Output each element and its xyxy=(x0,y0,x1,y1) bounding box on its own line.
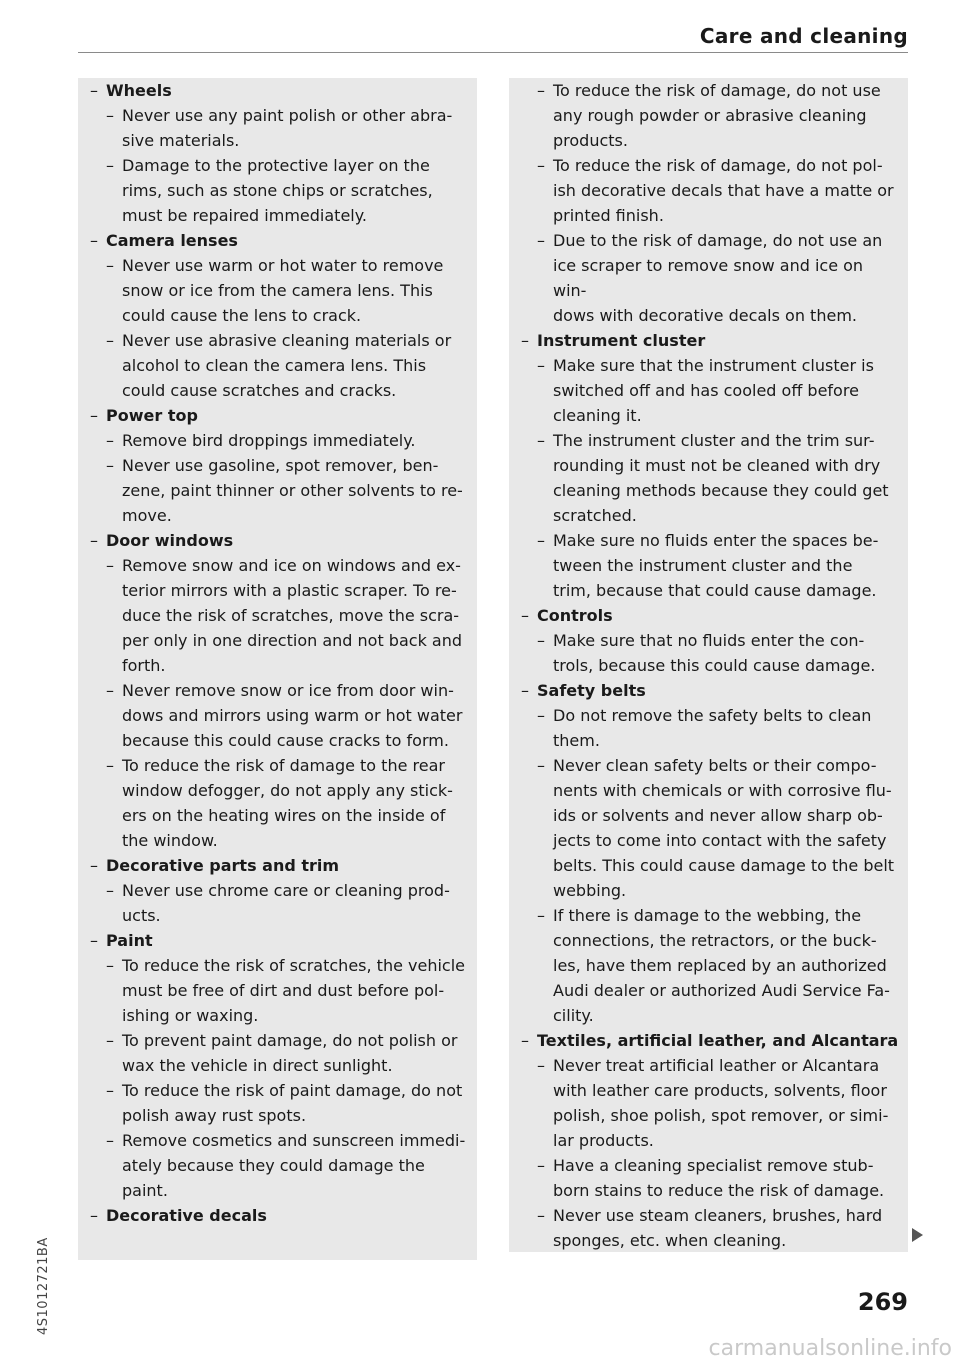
dash-bullet: – xyxy=(537,756,545,775)
text-line: switched off and has cooled off before xyxy=(553,381,859,400)
list-item xyxy=(106,1078,469,1128)
list-item xyxy=(106,153,469,228)
item-text xyxy=(553,528,900,603)
list-item xyxy=(106,253,469,328)
item-text xyxy=(553,1153,900,1203)
list-item xyxy=(537,1203,900,1253)
left-column xyxy=(78,78,477,1260)
dash-bullet: – xyxy=(106,1081,114,1100)
section-heading xyxy=(521,603,900,628)
dash-bullet: – xyxy=(106,956,114,975)
item-text xyxy=(122,428,469,453)
item-text xyxy=(122,153,469,228)
list-item xyxy=(106,878,469,928)
text-line: printed finish. xyxy=(553,206,664,225)
dash-bullet: – xyxy=(106,106,114,125)
dash-bullet: – xyxy=(537,81,545,100)
section-heading xyxy=(90,528,469,553)
list-item xyxy=(537,1053,900,1153)
dash-bullet: – xyxy=(537,356,545,375)
text-line: ice scraper to remove snow and ice on win- xyxy=(553,256,864,300)
item-list xyxy=(537,1053,900,1253)
dash-bullet: – xyxy=(537,531,545,550)
list-item xyxy=(537,153,900,228)
page-number: 269 xyxy=(857,1288,908,1316)
text-line: cleaning it. xyxy=(553,406,642,425)
text-line: wax the vehicle in direct sunlight. xyxy=(122,1056,393,1075)
list-item xyxy=(537,228,900,328)
text-line: must be repaired immediately. xyxy=(122,206,367,225)
dash-bullet: – xyxy=(106,256,114,275)
text-line: Make sure no fluids enter the spaces be- xyxy=(553,531,879,550)
text-line: rounding it must not be cleaned with dry xyxy=(553,456,881,475)
section-heading xyxy=(521,678,900,703)
dash-bullet: – xyxy=(537,1156,545,1175)
list-item xyxy=(537,428,900,528)
dash-bullet: – xyxy=(90,231,98,250)
dash-bullet: – xyxy=(521,1031,529,1050)
text-line: with leather care products, solvents, floor xyxy=(553,1081,887,1100)
section-heading-text: Camera lenses xyxy=(106,231,238,250)
section xyxy=(90,78,469,228)
text-line: jects to come into contact with the safety xyxy=(553,831,887,850)
text-line: To reduce the risk of scratches, the vehicle xyxy=(122,956,465,975)
text-line: If there is damage to the webbing, the xyxy=(553,906,862,925)
dash-bullet: – xyxy=(106,1031,114,1050)
text-line: Have a cleaning specialist remove stub- xyxy=(553,1156,874,1175)
text-line: Never use steam cleaners, brushes, hard xyxy=(553,1206,883,1225)
dash-bullet: – xyxy=(537,156,545,175)
section-heading-text: Power top xyxy=(106,406,198,425)
list-item xyxy=(537,903,900,1028)
list-item xyxy=(106,453,469,528)
section xyxy=(521,603,900,678)
list-item xyxy=(537,1153,900,1203)
text-line: To prevent paint damage, do not polish or xyxy=(122,1031,458,1050)
text-line: ucts. xyxy=(122,906,161,925)
text-line: nents with chemicals or with corrosive flu- xyxy=(553,781,892,800)
section-heading xyxy=(90,1203,469,1228)
dash-bullet: – xyxy=(537,706,545,725)
text-line: could cause the lens to crack. xyxy=(122,306,362,325)
item-text xyxy=(122,1078,469,1128)
text-line: trols, because this could cause damage. xyxy=(553,656,876,675)
dash-bullet: – xyxy=(537,231,545,250)
text-line: Audi dealer or authorized Audi Service Fa- xyxy=(553,981,890,1000)
text-line: Never use gasoline, spot remover, ben- xyxy=(122,456,439,475)
text-line: Never clean safety belts or their compo- xyxy=(553,756,877,775)
item-text xyxy=(553,703,900,753)
text-line: born stains to reduce the risk of damage. xyxy=(553,1181,885,1200)
text-line: because this could cause cracks to form. xyxy=(122,731,449,750)
text-line: Do not remove the safety belts to clean xyxy=(553,706,872,725)
text-line: them. xyxy=(553,731,600,750)
section xyxy=(521,1028,900,1253)
section xyxy=(521,678,900,1028)
text-line: Make sure that no fluids enter the con- xyxy=(553,631,865,650)
list-item xyxy=(106,1028,469,1078)
list-item xyxy=(537,78,900,153)
section-heading xyxy=(90,853,469,878)
text-line: Remove snow and ice on windows and ex- xyxy=(122,556,461,575)
text-line: per only in one direction and not back and xyxy=(122,631,463,650)
continue-arrow-icon xyxy=(912,1228,923,1242)
text-line: scratched. xyxy=(553,506,637,525)
header-divider xyxy=(78,52,908,53)
text-line: tween the instrument cluster and the xyxy=(553,556,853,575)
item-list xyxy=(106,553,469,853)
text-line: Make sure that the instrument cluster is xyxy=(553,356,874,375)
section xyxy=(90,1203,469,1228)
text-line: belts. This could cause damage to the belt xyxy=(553,856,895,875)
text-line: rims, such as stone chips or scratches, xyxy=(122,181,433,200)
list-item xyxy=(537,528,900,603)
item-text xyxy=(122,253,469,328)
text-line: webbing. xyxy=(553,881,627,900)
text-line: Never remove snow or ice from door win- xyxy=(122,681,454,700)
text-line: could cause scratches and cracks. xyxy=(122,381,397,400)
text-line: polish away rust spots. xyxy=(122,1106,307,1125)
text-line: lar products. xyxy=(553,1131,654,1150)
item-list xyxy=(537,628,900,678)
dash-bullet: – xyxy=(90,406,98,425)
text-line: Never use chrome care or cleaning prod- xyxy=(122,881,450,900)
list-item xyxy=(106,328,469,403)
dash-bullet: – xyxy=(537,1056,545,1075)
list-item xyxy=(537,703,900,753)
item-text xyxy=(122,953,469,1028)
list-item xyxy=(106,678,469,753)
item-list xyxy=(106,253,469,403)
section xyxy=(90,853,469,928)
item-text xyxy=(122,678,469,753)
section-heading-text: Safety belts xyxy=(537,681,646,700)
text-line: cleaning methods because they could get xyxy=(553,481,889,500)
text-line: Damage to the protective layer on the xyxy=(122,156,430,175)
item-list xyxy=(106,878,469,928)
dash-bullet: – xyxy=(537,431,545,450)
text-line: ids or solvents and never allow sharp ob- xyxy=(553,806,883,825)
text-line: products. xyxy=(553,131,628,150)
section-heading-text: Decorative decals xyxy=(106,1206,267,1225)
dash-bullet: – xyxy=(90,931,98,950)
text-line: window defogger, do not apply any stick- xyxy=(122,781,453,800)
item-list xyxy=(106,103,469,228)
section-heading-text: Instrument cluster xyxy=(537,331,706,350)
section xyxy=(521,328,900,603)
section-heading xyxy=(521,328,900,353)
text-line: move. xyxy=(122,506,172,525)
section xyxy=(90,928,469,1203)
list-item xyxy=(106,953,469,1028)
section-heading-text: Paint xyxy=(106,931,153,950)
section xyxy=(90,403,469,528)
text-line: terior mirrors with a plastic scraper. To re- xyxy=(122,581,457,600)
watermark: carmanualsonline.info xyxy=(708,1336,952,1361)
item-text xyxy=(553,1203,900,1253)
item-text xyxy=(122,103,469,153)
text-line: Due to the risk of damage, do not use an xyxy=(553,231,883,250)
text-line: connections, the retractors, or the buck- xyxy=(553,931,877,950)
item-list xyxy=(106,428,469,528)
text-line: To reduce the risk of damage to the rear xyxy=(122,756,445,775)
dash-bullet: – xyxy=(521,606,529,625)
list-item xyxy=(537,628,900,678)
text-line: Remove bird droppings immediately. xyxy=(122,431,416,450)
text-line: ish decorative decals that have a matte or xyxy=(553,181,894,200)
dash-bullet: – xyxy=(537,906,545,925)
section-heading-text: Controls xyxy=(537,606,613,625)
dash-bullet: – xyxy=(106,331,114,350)
text-line: must be free of dirt and dust before pol- xyxy=(122,981,445,1000)
list-item xyxy=(537,753,900,903)
text-line: Never treat artificial leather or Alcantara xyxy=(553,1056,880,1075)
text-line: Never use abrasive cleaning materials or xyxy=(122,331,452,350)
text-line: sive materials. xyxy=(122,131,240,150)
text-line: Never use warm or hot water to remove xyxy=(122,256,444,275)
item-list xyxy=(537,703,900,1028)
text-line: zene, paint thinner or other solvents to re- xyxy=(122,481,463,500)
dash-bullet: – xyxy=(106,756,114,775)
item-text xyxy=(553,903,900,1028)
item-text xyxy=(122,1128,469,1203)
item-text xyxy=(122,553,469,678)
text-line: To reduce the risk of damage, do not use xyxy=(553,81,881,100)
section-heading xyxy=(90,228,469,253)
page-header-title: Care and cleaning xyxy=(699,24,908,48)
item-text xyxy=(553,153,900,228)
text-line: snow or ice from the camera lens. This xyxy=(122,281,433,300)
text-line: ers on the heating wires on the inside of xyxy=(122,806,446,825)
dash-bullet: – xyxy=(106,556,114,575)
section xyxy=(90,228,469,403)
section-heading-text: Wheels xyxy=(106,81,172,100)
item-text xyxy=(122,878,469,928)
list-item xyxy=(106,753,469,853)
dash-bullet: – xyxy=(90,531,98,550)
section-heading xyxy=(90,928,469,953)
item-text xyxy=(553,628,900,678)
text-line: Remove cosmetics and sunscreen immedi- xyxy=(122,1131,466,1150)
text-line: trim, because that could cause damage. xyxy=(553,581,877,600)
dash-bullet: – xyxy=(106,681,114,700)
section xyxy=(521,78,900,328)
dash-bullet: – xyxy=(537,631,545,650)
text-line: The instrument cluster and the trim sur- xyxy=(553,431,875,450)
section-heading xyxy=(521,1028,900,1053)
section xyxy=(90,528,469,853)
text-line: les, have them replaced by an authorized xyxy=(553,956,887,975)
text-line: cility. xyxy=(553,1006,594,1025)
item-text xyxy=(122,1028,469,1078)
text-line: dows with decorative decals on them. xyxy=(553,306,857,325)
dash-bullet: – xyxy=(106,881,114,900)
text-line: To reduce the risk of paint damage, do not xyxy=(122,1081,463,1100)
dash-bullet: – xyxy=(106,156,114,175)
dash-bullet: – xyxy=(106,1131,114,1150)
list-item xyxy=(106,553,469,678)
item-text xyxy=(553,753,900,903)
document-code: 4S1012721BA xyxy=(36,1237,51,1335)
right-column xyxy=(509,78,908,1252)
dash-bullet: – xyxy=(90,1206,98,1225)
text-line: alcohol to clean the camera lens. This xyxy=(122,356,427,375)
item-text xyxy=(122,453,469,528)
text-line: the window. xyxy=(122,831,218,850)
dash-bullet: – xyxy=(521,331,529,350)
dash-bullet: – xyxy=(106,431,114,450)
text-line: polish, shoe polish, spot remover, or simi- xyxy=(553,1106,889,1125)
dash-bullet: – xyxy=(521,681,529,700)
dash-bullet: – xyxy=(537,1206,545,1225)
text-line: forth. xyxy=(122,656,166,675)
list-item xyxy=(106,103,469,153)
text-line: ishing or waxing. xyxy=(122,1006,259,1025)
item-text xyxy=(553,1053,900,1153)
item-text xyxy=(553,228,900,328)
section-heading xyxy=(90,403,469,428)
item-text xyxy=(553,428,900,528)
item-text xyxy=(122,753,469,853)
section-heading-text: Textiles, artificial leather, and Alcantara xyxy=(537,1031,899,1050)
section-heading-text: Decorative parts and trim xyxy=(106,856,340,875)
text-line: sponges, etc. when cleaning. xyxy=(553,1231,787,1250)
item-list xyxy=(537,353,900,603)
text-line: dows and mirrors using warm or hot water xyxy=(122,706,463,725)
list-item xyxy=(537,353,900,428)
list-item xyxy=(106,1128,469,1203)
dash-bullet: – xyxy=(90,856,98,875)
item-list xyxy=(106,953,469,1203)
text-line: any rough powder or abrasive cleaning xyxy=(553,106,867,125)
text-line: duce the risk of scratches, move the scra- xyxy=(122,606,460,625)
text-line: To reduce the risk of damage, do not pol- xyxy=(553,156,883,175)
item-list xyxy=(537,78,900,328)
text-line: ately because they could damage the xyxy=(122,1156,425,1175)
text-line: paint. xyxy=(122,1181,168,1200)
item-text xyxy=(553,78,900,153)
text-line: Never use any paint polish or other abra- xyxy=(122,106,453,125)
section-heading xyxy=(90,78,469,103)
dash-bullet: – xyxy=(90,81,98,100)
dash-bullet: – xyxy=(106,456,114,475)
list-item xyxy=(106,428,469,453)
item-text xyxy=(122,328,469,403)
item-text xyxy=(553,353,900,428)
section-heading-text: Door windows xyxy=(106,531,234,550)
